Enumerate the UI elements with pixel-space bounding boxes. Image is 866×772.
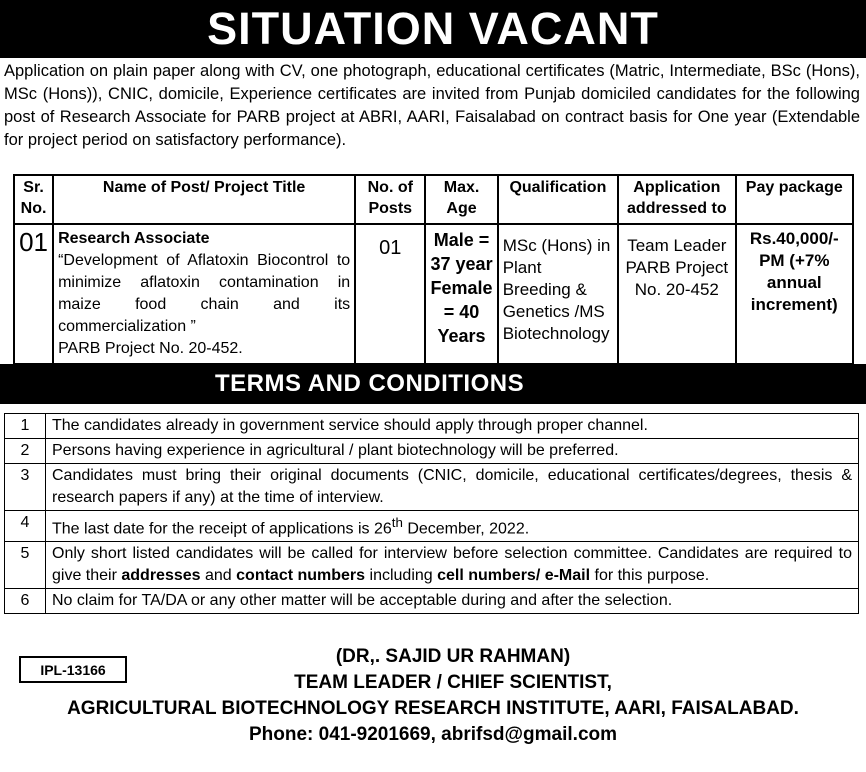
term-bold-cell: cell numbers/ e-Mail	[437, 567, 591, 585]
term-number: 5	[5, 542, 46, 589]
term-text: Persons having experience in agricultural / plant biotechnology will be preferred.	[46, 439, 859, 464]
term-text-part: and	[200, 567, 237, 585]
cell-post	[53, 224, 355, 364]
institute-name: AGRICULTURAL BIOTECHNOLOGY RESEARCH INSTITUTE, AARI, FAISALABAD.	[67, 698, 799, 719]
list-item	[5, 589, 859, 614]
term-text-part: The last date for the receipt of applications is 26	[52, 520, 392, 538]
terms-table	[4, 413, 859, 614]
header-posts: No. of Posts	[355, 175, 425, 224]
posts-table-header	[14, 175, 853, 224]
term-text-part: Only short listed candidates will be called for interview before selection committee. Candidates are required to give their	[52, 545, 852, 585]
header-sr: Sr. No.	[14, 175, 53, 224]
term-text: The candidates already in government service should apply through proper channel.	[46, 414, 859, 439]
post-description: “Development of Aflatoxin Biocontrol to minimize aflatoxin contamination in maize food chain and its commercialization ”	[58, 252, 351, 335]
signatory-designation: TEAM LEADER / CHIEF SCIENTIST,	[294, 672, 612, 693]
posts-table	[13, 174, 854, 365]
contact-line: Phone: 041-9201669, abrifsd@gmail.com	[248, 724, 618, 745]
signatory-name: (DR,. SAJID UR RAHMAN)	[335, 646, 571, 667]
header-age: Max. Age	[425, 175, 497, 224]
term-number: 1	[5, 414, 46, 439]
term-text: Candidates must bring their original documents (CNIC, domicile, educational certificates/degrees, thesis & research papers if any) at the time of interview.	[46, 464, 859, 511]
term-number: 6	[5, 589, 46, 614]
cell-age: Male = 37 year Female = 40 Years	[425, 224, 497, 364]
banner-title: SITUATION VACANT	[0, 0, 866, 58]
terms-heading	[0, 364, 866, 404]
cell-pay: Rs.40,000/- PM (+7% annual increment)	[736, 224, 853, 364]
term-text-part: December, 2022.	[402, 520, 530, 538]
term-text-part: including	[365, 567, 438, 585]
post-project-number: PARB Project No. 20-452.	[58, 340, 243, 357]
cell-addressed-to: Team Leader PARB Project No. 20-452	[618, 224, 735, 364]
list-item	[5, 511, 859, 542]
term-text: No claim for TA/DA or any other matter will be acceptable during and after the selection.	[46, 589, 859, 614]
post-title: Research Associate	[58, 230, 210, 247]
cell-qualification: MSc (Hons) in Plant Breeding & Genetics /MS Biotechnology	[498, 224, 618, 364]
list-item	[5, 414, 859, 439]
list-item	[5, 464, 859, 511]
cell-posts: 01	[355, 224, 425, 364]
header-name: Name of Post/ Project Title	[53, 175, 355, 224]
term-bold-contact: contact numbers	[236, 567, 366, 585]
ipl-number: IPL-13166	[19, 656, 127, 683]
term-superscript: th	[391, 515, 403, 530]
term-number: 2	[5, 439, 46, 464]
terms-title: TERMS AND CONDITIONS	[215, 370, 525, 397]
table-row	[14, 224, 853, 364]
term-text	[46, 511, 859, 542]
list-item	[5, 542, 859, 589]
term-number: 4	[5, 511, 46, 542]
term-text-part: for this purpose.	[590, 567, 710, 585]
term-bold-addresses: addresses	[121, 567, 201, 585]
term-text	[46, 542, 859, 589]
list-item	[5, 439, 859, 464]
signature-block	[0, 644, 866, 748]
intro-paragraph: Application on plain paper along with CV, one photograph, educational certificates (Matric, Intermediate, BSc (Hons), MSc (Hons)), CNIC, domicile, Experience certificates are invited from Punjab domiciled candidates for the following post of Research Associate for PARB project at ABRI, AARI, Faisalabad on contract basis for One year (Extendable for project period on satisfactory performance).	[4, 62, 860, 149]
header-qualification: Qualification	[498, 175, 618, 224]
header-addressed-to: Application addressed to	[618, 175, 735, 224]
cell-sr: 01	[14, 224, 53, 364]
header-pay: Pay package	[736, 175, 853, 224]
term-number: 3	[5, 464, 46, 511]
